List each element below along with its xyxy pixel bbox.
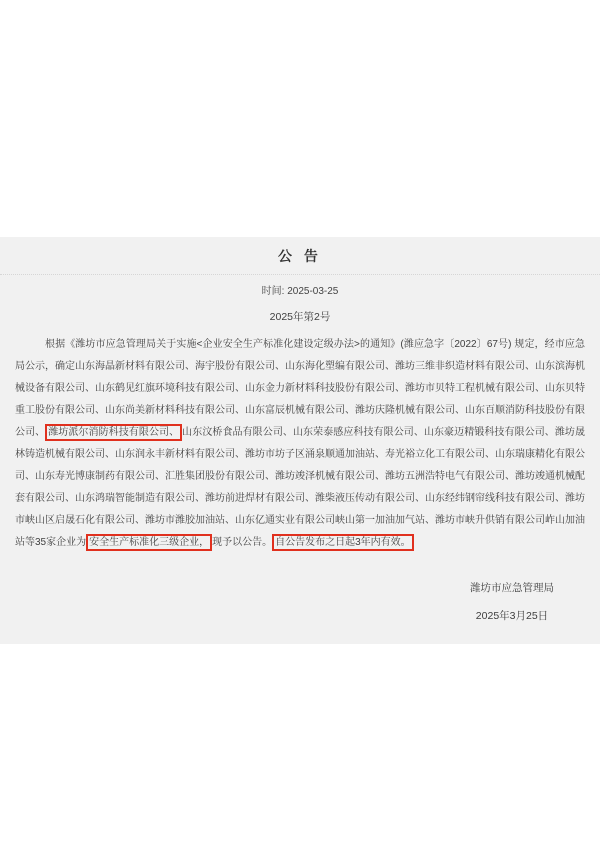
body-text-segment: 现予以公告。 [212,537,273,548]
signature-area [0,574,600,630]
issuing-authority: 潍坊市应急管理局 [470,582,554,594]
highlighted-text: 潍坊派尔消防科技有限公司、 [45,424,182,441]
issue-date: 2025年3月25日 [475,610,549,622]
signature-block [470,574,554,630]
announcement-body [15,334,585,554]
highlighted-text: 安全生产标准化三级企业， [86,534,212,551]
publish-time: 时间: 2025-03-25 [261,286,339,297]
announcement-panel [0,237,600,644]
highlighted-text: 自公告发布之日起3年内有效。 [272,534,414,551]
page-title: 公 告 [0,237,600,275]
body-text-segment: 根据《潍坊市应急管理局关于实施<企业安全生产标准化建设定级办法>的通知》(潍应急字〔2022〕67号) 规定，经市应急局公示，确定山东海晶新材料有限公司、海宇股份有限公司、山东海化塑编有限公司、潍坊三维非织造材料有限公司、山东滨海机械设备有限公司、山东鹤见红旗环境科技有限公司、山东金力新材料科技股份有限公司、潍坊市贝特工程机械有限公司、山东贝特重工股份有限公司、山东尚美新材料科技有限公司、山东富辰机械有限公司、潍坊庆隆机械有限公司、山东百顺消防科技股份有限公司、 [15,339,585,438]
document-number: 2025年第2号 [269,311,331,323]
body-text-segment: 山东汶桥食品有限公司、山东荣泰感应科技有限公司、山东豪迈精锻科技有限公司、潍坊晟林铸造机械有限公司、山东润永丰新材料有限公司、潍坊市坊子区涌泉顺通加油站、寿光裕立化工有限公司、山东瑞康精化有限公司、山东寿光博康制药有限公司、汇胜集团股份有限公司、潍坊竣泽机械有限公司、潍坊五洲浩特电气有限公司、潍坊竣通机械配套有限公司、山东鸿瑞智能制造有限公司、潍坊前进焊材有限公司、潍柴液压传动有限公司、山东经纬钢帘线科技有限公司、潍坊市峡山区启晟石化有限公司、潍坊市潍胶加油站、山东亿通实业有限公司峡山第一加油加气站、潍坊市峡升供销有限公司岞山加油站等35家企业为 [15,427,586,548]
